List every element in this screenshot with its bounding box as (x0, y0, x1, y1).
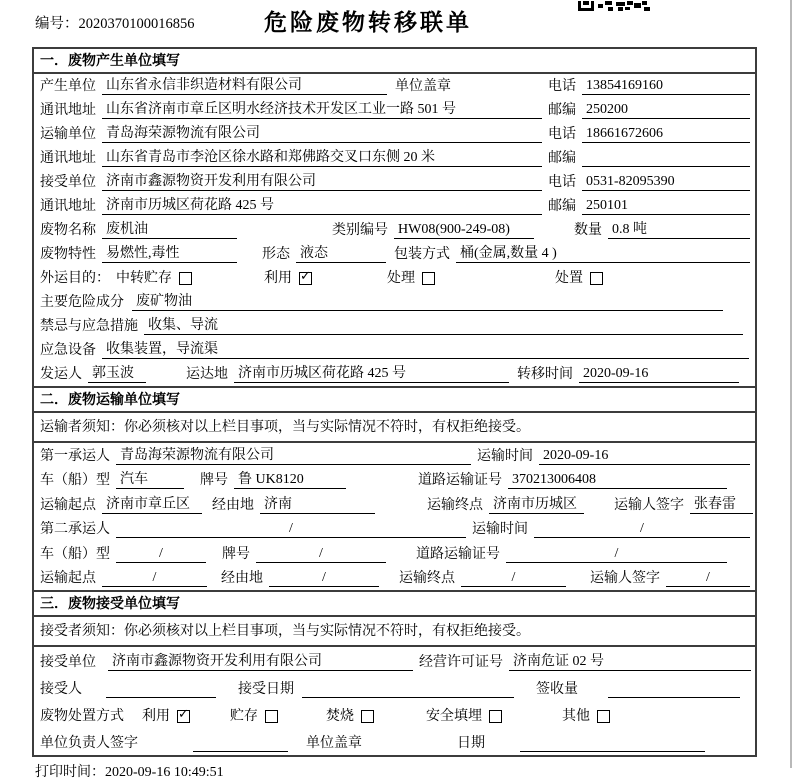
vehicle-type-2-label: 车（船）型 (40, 546, 110, 562)
plate-label: 牌号 (200, 473, 228, 488)
route-end-2-label: 运输终点 (399, 571, 455, 586)
taboo-measures-row (34, 314, 755, 338)
plate-2-field[interactable]: / (256, 546, 386, 563)
producer-label: 产生单位 (40, 79, 96, 94)
route-via-2-label: 经由地 (221, 571, 263, 586)
purpose-treat-label: 处理 (387, 271, 415, 286)
purpose-treat-checkbox[interactable] (422, 272, 435, 285)
receipt-qty-field[interactable] (608, 681, 740, 698)
producer-row (34, 74, 755, 98)
producer-zip-field[interactable]: 250200 (582, 102, 750, 119)
qr-code-fragment-icon (578, 0, 652, 16)
disposal-incinerate-checkbox[interactable] (361, 710, 374, 723)
emergency-equipment-field[interactable]: 收集装置，导流渠 (102, 338, 749, 359)
transport-time-label: 运输时间 (477, 448, 533, 464)
receiver-address-label: 通讯地址 (40, 199, 96, 214)
destination-label: 运达地 (186, 367, 228, 382)
transport-time-field[interactable]: 2020-09-16 (539, 448, 750, 465)
waste-name-label: 废物名称 (40, 223, 96, 238)
waste-form-field[interactable]: 液态 (296, 242, 386, 263)
disposal-utilize-checkbox[interactable] (177, 710, 190, 723)
transport-time-2-field[interactable]: / (534, 521, 750, 538)
receiver-field[interactable]: 济南市鑫源物资开发利用有限公司 (102, 170, 542, 191)
hazard-component-field[interactable]: 废矿物油 (132, 290, 723, 311)
accept-unit-row (34, 647, 755, 674)
route-2-row (34, 566, 755, 591)
producer-field[interactable]: 山东省永信非织造材料有限公司 (102, 74, 387, 95)
consignor-label: 发运人 (40, 367, 82, 382)
accept-person-field[interactable] (106, 681, 216, 698)
transporter-label: 运输单位 (40, 127, 96, 142)
receiver-address-field[interactable]: 济南市历城区荷花路 425 号 (102, 194, 542, 215)
transfer-time-label: 转移时间 (517, 367, 573, 382)
disposal-method-row (34, 701, 755, 728)
hazard-component-label: 主要危险成分 (40, 295, 124, 310)
waste-qty-field[interactable]: 0.8 吨 (608, 218, 750, 239)
route-start-2-field[interactable]: / (102, 570, 207, 587)
waste-property-label: 废物特性 (40, 247, 96, 262)
sign-date-label: 日期 (457, 736, 485, 751)
purpose-utilize-checkbox[interactable] (299, 272, 312, 285)
receiver-address-row (34, 194, 755, 218)
form-box (32, 47, 757, 757)
print-time-value: 2020-09-16 10:49:51 (105, 765, 224, 780)
taboo-measures-field[interactable]: 收集、导流 (144, 314, 743, 335)
transfer-purpose-label: 外运目的： (40, 271, 110, 286)
unit-seal-label: 单位盖章 (395, 79, 451, 94)
page-title: 危险废物转移联单 (264, 9, 472, 35)
purpose-dispose-checkbox[interactable] (590, 272, 603, 285)
transfer-purpose-row (34, 266, 755, 290)
receiver-phone-label: 电话 (548, 175, 576, 190)
producer-address-row (34, 98, 755, 122)
vehicle-type-label: 车（船）型 (40, 473, 110, 488)
purpose-dispose-label: 处置 (555, 271, 583, 286)
disposal-incinerate-label: 焚烧 (326, 709, 354, 724)
transporter-notice: 运输者须知：你必须核对以上栏目事项，当与实际情况不符时，有权拒绝接受。 (34, 413, 755, 443)
receiver-phone-field[interactable]: 0531-82095390 (582, 174, 750, 191)
producer-phone-label: 电话 (548, 79, 576, 94)
first-carrier-label: 第一承运人 (40, 448, 110, 464)
section-3 (34, 647, 755, 755)
disposal-landfill-checkbox[interactable] (489, 710, 502, 723)
transporter-address-field[interactable]: 山东省青岛市李沧区徐水路和郑佛路交叉口东侧 20 米 (102, 146, 542, 167)
disposal-method-label: 废物处置方式 (40, 709, 124, 724)
producer-address-label: 通讯地址 (40, 103, 96, 118)
destination-field[interactable]: 济南市历城区荷花路 425 号 (234, 362, 509, 383)
route-row (34, 492, 755, 517)
producer-zip-label: 邮编 (548, 103, 576, 118)
receiver-label: 接受单位 (40, 175, 96, 190)
producer-phone-field[interactable]: 13854169160 (582, 78, 750, 95)
accept-unit-label: 接受单位 (40, 655, 96, 670)
accept-person-row (34, 674, 755, 701)
unit-seal-2-label: 单位盖章 (306, 736, 362, 751)
route-via-label: 经由地 (212, 497, 254, 513)
producer-address-field[interactable]: 山东省济南市章丘区明水经济技术开发区工业一路 501 号 (102, 98, 542, 119)
section-2-header: 二．废物运输单位填写 (34, 386, 755, 413)
transporter-field[interactable]: 青岛海荣源物流有限公司 (102, 122, 542, 143)
serial-value: 2020370100016856 (78, 16, 195, 32)
responsible-sign-label: 单位负责人签字 (40, 736, 138, 751)
route-end-field[interactable]: 济南市历城区 (489, 493, 584, 514)
route-end-2-field[interactable]: / (461, 570, 566, 587)
transporter-phone-label: 电话 (548, 127, 576, 142)
road-permit-2-field[interactable]: / (506, 546, 727, 563)
serial-label: 编号： (35, 16, 79, 32)
waste-name-field[interactable]: 废机油 (102, 218, 237, 239)
emergency-equipment-row (34, 338, 755, 362)
road-permit-field[interactable]: 370213006408 (508, 472, 727, 489)
transporter-phone-field[interactable]: 18661672606 (582, 126, 750, 143)
transporter-address-row (34, 146, 755, 170)
disposal-utilize-label: 利用 (142, 709, 170, 724)
consignor-row (34, 362, 755, 386)
receiver-zip-field[interactable]: 250101 (582, 198, 750, 215)
waste-property-row (34, 242, 755, 266)
print-time (35, 761, 796, 781)
transfer-time-field[interactable]: 2020-09-16 (579, 366, 739, 383)
receipt-qty-label: 签收量 (536, 682, 578, 697)
section-2 (34, 443, 755, 590)
receiver-zip-label: 邮编 (548, 199, 576, 214)
road-permit-label: 道路运输证号 (418, 473, 502, 488)
route-start-2-label: 运输起点 (40, 571, 96, 586)
sign-date-field[interactable] (520, 735, 705, 752)
first-carrier-field[interactable]: 青岛海荣源物流有限公司 (116, 444, 471, 465)
transporter-zip-label: 邮编 (548, 151, 576, 166)
accept-date-label: 接受日期 (238, 682, 294, 697)
responsible-sign-field[interactable] (193, 735, 288, 752)
vehicle-type-field[interactable]: 汽车 (116, 468, 184, 489)
carrier-sign-label: 运输人签字 (614, 497, 684, 513)
packing-field[interactable]: 桶(金属,数量 4 ) (456, 242, 750, 263)
waste-property-field[interactable]: 易燃性,毒性 (102, 242, 237, 263)
carrier-sign-2-field[interactable]: / (666, 570, 750, 587)
vehicle-type-row (34, 468, 755, 493)
plate-2-label: 牌号 (222, 546, 250, 562)
waste-category-label: 类别编号 (332, 223, 388, 238)
section-1 (34, 74, 755, 386)
license-label: 经营许可证号 (419, 655, 503, 670)
responsible-sign-row (34, 728, 755, 755)
transporter-address-label: 通讯地址 (40, 151, 96, 166)
license-field[interactable]: 济南危证 02 号 (509, 650, 751, 671)
purpose-storage-label: 中转贮存 (116, 271, 172, 286)
disposal-storage-checkbox[interactable] (265, 710, 278, 723)
packing-label: 包装方式 (394, 247, 450, 262)
second-carrier-label: 第二承运人 (40, 522, 110, 537)
purpose-storage-checkbox[interactable] (179, 272, 192, 285)
waste-name-row (34, 218, 755, 242)
taboo-measures-label: 禁忌与应急措施 (40, 319, 138, 334)
emergency-equipment-label: 应急设备 (40, 343, 96, 358)
road-permit-2-label: 道路运输证号 (416, 546, 500, 562)
route-via-field[interactable]: 济南 (260, 493, 375, 514)
receiver-row (34, 170, 755, 194)
second-carrier-row (34, 517, 755, 542)
route-via-2-field[interactable]: / (269, 570, 379, 587)
document-header (0, 0, 796, 47)
disposal-storage-label: 贮存 (230, 709, 258, 724)
accept-date-field[interactable] (302, 681, 514, 698)
transporter-row (34, 122, 755, 146)
receiver-notice: 接受者须知：你必须核对以上栏目事项，当与实际情况不符时，有权拒绝接受。 (34, 617, 755, 647)
section-3-header: 三．废物接受单位填写 (34, 590, 755, 617)
print-time-label: 打印时间： (35, 765, 105, 780)
second-carrier-field[interactable]: / (116, 521, 466, 538)
accept-unit-field[interactable]: 济南市鑫源物资开发利用有限公司 (108, 650, 413, 671)
carrier-sign-2-label: 运输人签字 (590, 571, 660, 586)
route-start-field[interactable]: 济南市章丘区 (102, 493, 202, 514)
section-1-header: 一．废物产生单位填写 (34, 49, 755, 74)
vehicle-type-2-field[interactable]: / (116, 546, 206, 563)
purpose-utilize-label: 利用 (264, 271, 292, 286)
vehicle-type-2-row (34, 541, 755, 566)
route-end-label: 运输终点 (427, 497, 483, 513)
disposal-landfill-label: 安全填埋 (426, 709, 482, 724)
waste-form-label: 形态 (262, 247, 290, 262)
transporter-zip-field[interactable] (582, 150, 750, 167)
carrier-sign-field[interactable]: 张春雷 (690, 493, 753, 514)
disposal-other-label: 其他 (562, 709, 590, 724)
consignor-field[interactable]: 郭玉波 (88, 362, 146, 383)
transport-time-2-label: 运输时间 (472, 522, 528, 537)
disposal-other-checkbox[interactable] (597, 710, 610, 723)
accept-person-label: 接受人 (40, 682, 82, 697)
plate-field[interactable]: 鲁 UK8120 (234, 468, 346, 489)
route-start-label: 运输起点 (40, 497, 96, 513)
waste-category-field[interactable]: HW08(900-249-08) (394, 222, 534, 239)
hazard-component-row (34, 290, 755, 314)
waste-qty-label: 数量 (574, 223, 602, 238)
first-carrier-row (34, 443, 755, 468)
scan-page-edge (790, 0, 792, 768)
